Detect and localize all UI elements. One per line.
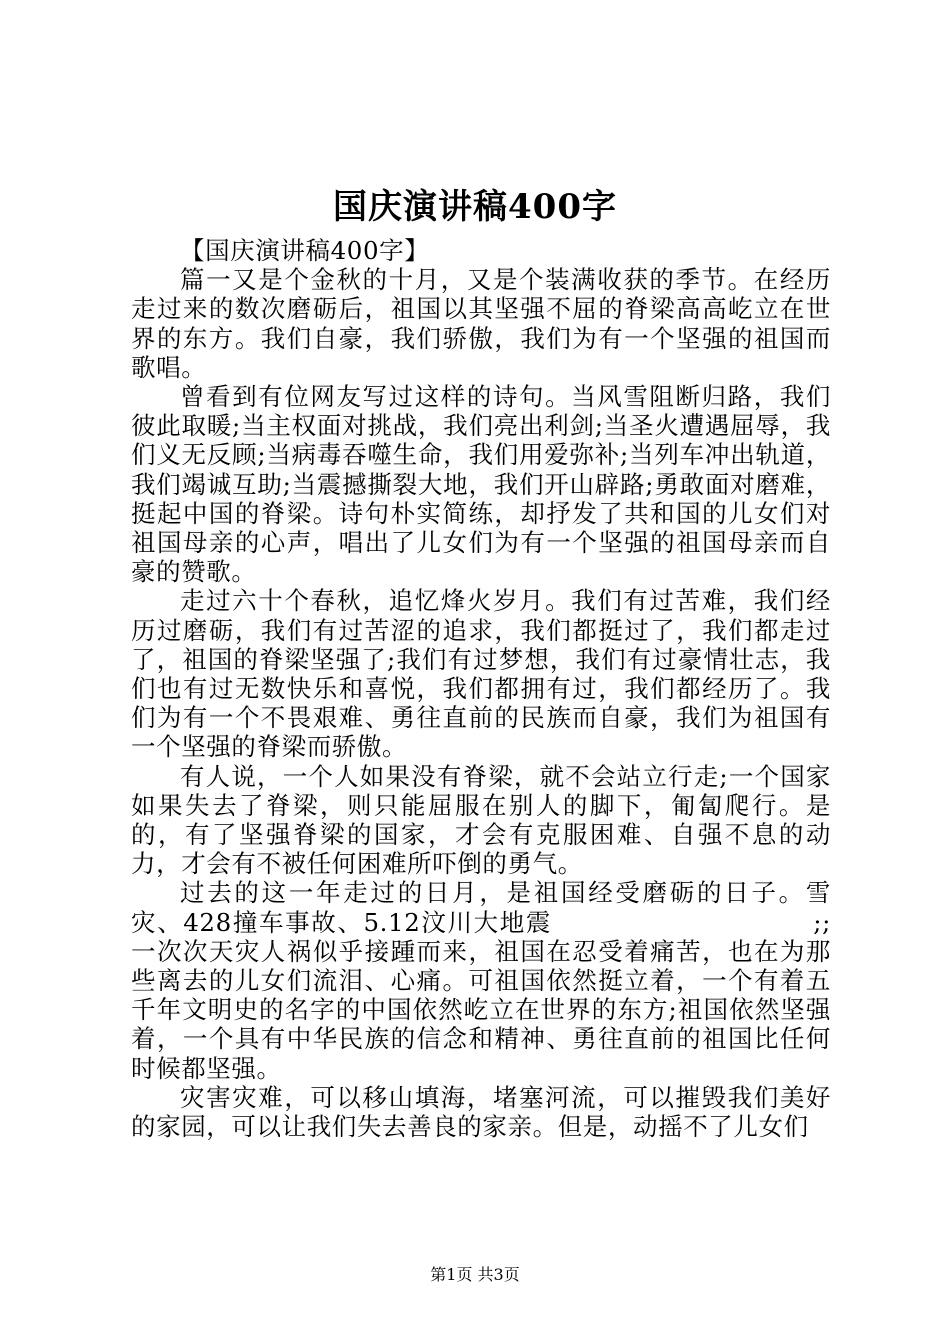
paragraph-heading: 【国庆演讲稿400字】 (180, 236, 430, 265)
paragraph: 过去的这一年走过的日月，是祖国经受磨砺的日子。雪灾、428撞车事故、5.12汶川大地震 ;;一次次天灾人祸似乎接踵而来，祖国在忍受着痛苦，也在为那些离去的儿女们流泪、心痛。可祖国依然挺立着，一个有着五千年文明史的名字的中国依然屹立在世界的东方;祖国依然坚强着，一个具有中华民族的信念和精神、勇往直前的祖国比任何时候都坚强。 (131, 878, 831, 1083)
document-title: 国庆演讲稿400字 (333, 187, 617, 227)
paragraph: 灾害灾难，可以移山填海，堵塞河流，可以摧毁我们美好的家园，可以让我们失去善良的家亲。但是，动摇不了儿女们 (131, 1082, 831, 1142)
paragraph: 曾看到有位网友写过这样的诗句。当风雪阻断归路，我们彼此取暖;当主权面对挑战，我们亮出利剑;当圣火遭遇屈辱，我们义无反顾;当病毒吞噬生命，我们用爱弥补;当列车冲出轨道，我们竭诚互助;当震撼撕裂大地，我们开山辟路;勇敢面对磨难，挺起中国的脊梁。诗句朴实简练，却抒发了共和国的儿女们对祖国母亲的心声，唱出了儿女们为有一个坚强的祖国母亲而自豪的赞歌。 (131, 382, 831, 587)
page-footer: 第1页 共3页 (430, 1265, 520, 1284)
paragraph: 篇一又是个金秋的十月，又是个装满收获的季节。在经历走过来的数次磨砺后，祖国以其坚强不屈的脊梁高高屹立在世界的东方。我们自豪，我们骄傲，我们为有一个坚强的祖国而歌唱。 (131, 265, 831, 382)
document-body (131, 236, 831, 1141)
paragraph: 走过六十个春秋，追忆烽火岁月。我们有过苦难，我们经历过磨砺，我们有过苦涩的追求，我们都挺过了，我们都走过了，祖国的脊梁坚强了;我们有过梦想，我们有过豪情壮志，我们也有过无数快乐和喜悦，我们都拥有过，我们都经历了。我们为有一个不畏艰难、勇往直前的民族而自豪，我们为祖国有一个坚强的脊梁而骄傲。 (131, 586, 831, 762)
paragraph: 有人说，一个人如果没有脊梁，就不会站立行走;一个国家如果失去了脊梁，则只能屈服在别人的脚下，匍匐爬行。是的，有了坚强脊梁的国家，才会有克服困难、自强不息的动力，才会有不被任何困难所吓倒的勇气。 (131, 761, 831, 879)
